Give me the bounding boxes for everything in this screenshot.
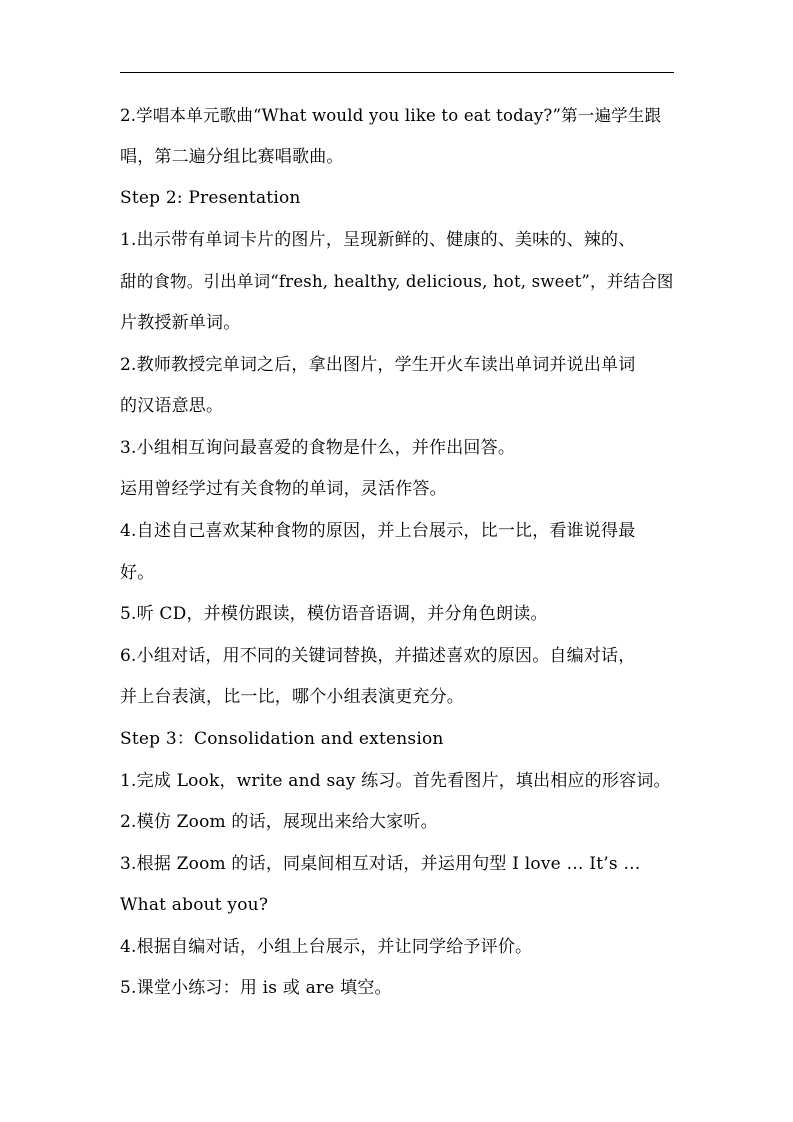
text-line: 5.听 CD，并模仿跟读，模仿语音语调，并分角色朗读。 [120,604,548,625]
text-line: 并上台表演，比一比，哪个小组表演更充分。 [120,687,464,708]
text-line: 1.完成 Look，write and say 练习。首先看图片，填出相应的形容词。 [120,770,671,791]
text-line: 甜的食物。引出单词“fresh, healthy, delicious, hot, sweet”，并结合图 [120,272,674,292]
text-line: 2.模仿 Zoom 的话，展现出来给大家听。 [120,812,438,833]
text-line: 1.出示带有单词卡片的图片，呈现新鲜的、健康的、美味的、辣的、 [120,229,636,250]
text-line: 2.学唱本单元歌曲“What would you like to eat today?”第一遍学生跟 [120,106,662,125]
text-line: 的汉语意思。 [120,396,224,417]
text-line: 6.小组对话，用不同的关键词替换，并描述喜欢的原因。自编对话， [120,645,636,666]
text-line: 3.小组相互询问最喜爱的食物是什么，并作出回答。 [120,437,516,458]
text-line: 3.根据 Zoom 的话，同桌间相互对话，并运用句型 I love … It’s … [120,853,641,874]
text-line: 4.根据自编对话，小组上台展示，并让同学给予评价。 [120,936,533,957]
text-line: What about you? [120,895,269,916]
header-rule [120,72,674,73]
text-line: 好。 [120,562,155,583]
text-line: 4.自述自己喜欢某种食物的原因，并上台展示，比一比，看谁说得最 [120,520,636,541]
text-line: 唱，第二遍分组比赛唱歌曲。 [120,146,344,167]
lesson-plan-body [120,95,676,1010]
section-heading: Step 3：Consolidation and extension [120,728,444,749]
text-line: 5.课堂小练习：用 is 或 are 填空。 [120,978,392,999]
text-line: 运用曾经学过有关食物的单词，灵活作答。 [120,479,447,500]
section-heading: Step 2: Presentation [120,188,301,209]
text-line: 2.教师教授完单词之后，拿出图片，学生开火车读出单词并说出单词 [120,354,636,375]
text-line: 片教授新单词。 [120,312,241,333]
